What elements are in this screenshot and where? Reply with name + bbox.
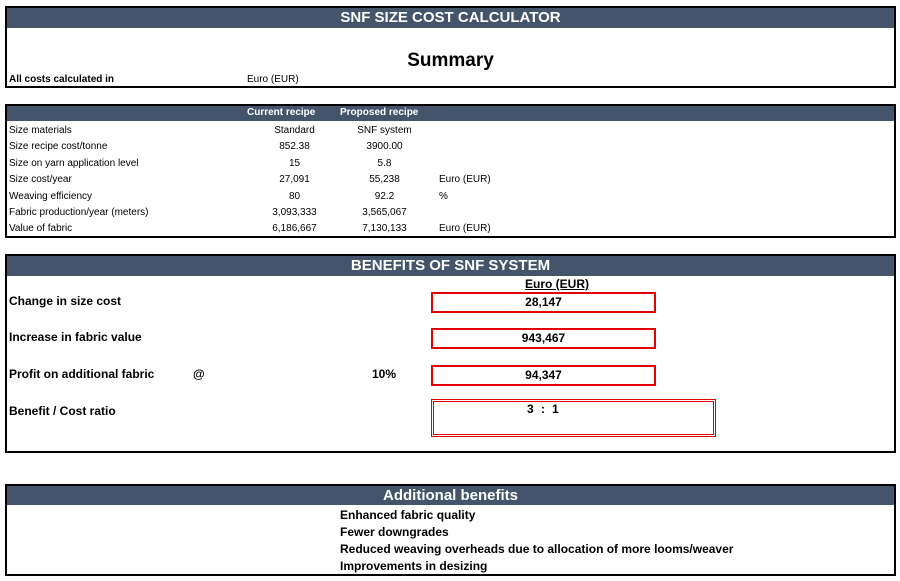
row-label: Size on yarn application level — [9, 158, 139, 169]
profit-percentage[interactable]: 10% — [372, 367, 397, 381]
unit-value: Euro (EUR) — [439, 223, 491, 234]
table-row — [7, 139, 894, 155]
ratio-left: 3 — [527, 402, 534, 416]
change-in-size-cost-value[interactable]: 28,147 — [431, 292, 656, 313]
list-item: Improvements in desizing — [340, 559, 488, 573]
additional-benefits-header: Additional benefits — [7, 486, 894, 505]
row-label: Size recipe cost/tonne — [9, 141, 108, 152]
proposed-value[interactable]: 5.8 — [377, 158, 392, 169]
row-label: Size materials — [9, 125, 72, 136]
profit-on-additional-fabric-value[interactable]: 94,347 — [431, 365, 656, 386]
table-row — [7, 156, 894, 172]
current-value[interactable]: 852.38 — [279, 141, 310, 152]
unit-value: % — [439, 191, 448, 202]
table-row — [7, 221, 894, 237]
current-value[interactable]: 15 — [288, 158, 301, 169]
profit-on-additional-fabric-label: Profit on additional fabric — [9, 367, 155, 381]
row-label: Weaving efficiency — [9, 191, 93, 202]
current-value[interactable]: 80 — [288, 191, 301, 202]
column-header-proposed: Proposed recipe — [340, 107, 419, 118]
column-header-current: Current recipe — [247, 107, 316, 118]
costs-currency-label: All costs calculated in — [9, 74, 115, 85]
profit-at-symbol: @ — [193, 367, 205, 381]
summary-title: Summary — [407, 50, 494, 71]
change-in-size-cost-label: Change in size cost — [9, 294, 122, 308]
list-item: Fewer downgrades — [340, 525, 449, 539]
list-item: Reduced weaving overheads due to allocation of more looms/weaver — [340, 542, 734, 556]
table-row — [7, 189, 894, 205]
table-row — [7, 123, 894, 139]
benefits-panel — [5, 254, 896, 453]
ratio-right: 1 — [552, 402, 559, 416]
ratio-separator: : — [541, 402, 545, 416]
table-row — [7, 205, 894, 221]
benefit-cost-ratio-label: Benefit / Cost ratio — [9, 404, 116, 418]
proposed-value[interactable]: 55,238 — [369, 174, 400, 185]
proposed-value[interactable]: 3900.00 — [366, 141, 403, 152]
increase-in-fabric-value-label: Increase in fabric value — [9, 330, 142, 344]
table-row — [7, 172, 894, 188]
proposed-value[interactable]: 7,130,133 — [362, 223, 407, 234]
calculator-header: SNF SIZE COST CALCULATOR — [7, 8, 894, 28]
table-header-row — [7, 106, 894, 121]
additional-benefits-panel — [5, 484, 896, 576]
recipe-comparison-table — [5, 104, 896, 238]
current-value[interactable]: 3,093,333 — [272, 207, 317, 218]
proposed-value[interactable]: 3,565,067 — [362, 207, 407, 218]
row-label: Fabric production/year (meters) — [9, 207, 149, 218]
proposed-value[interactable]: 92.2 — [374, 191, 395, 202]
costs-currency-value[interactable]: Euro (EUR) — [247, 74, 299, 85]
current-value[interactable]: 6,186,667 — [272, 223, 317, 234]
current-value[interactable]: Standard — [274, 125, 315, 136]
benefit-cost-ratio-value[interactable] — [431, 399, 716, 437]
current-value[interactable]: 27,091 — [279, 174, 310, 185]
row-label: Value of fabric — [9, 223, 73, 234]
benefits-currency-header: Euro (EUR) — [525, 277, 589, 291]
row-label: Size cost/year — [9, 174, 72, 185]
proposed-value[interactable]: SNF system — [357, 125, 412, 136]
increase-in-fabric-value-value[interactable]: 943,467 — [431, 328, 656, 349]
list-item: Enhanced fabric quality — [340, 508, 476, 522]
benefits-header: BENEFITS OF SNF SYSTEM — [7, 256, 894, 276]
unit-value: Euro (EUR) — [439, 174, 491, 185]
calculator-summary-panel — [5, 6, 896, 88]
